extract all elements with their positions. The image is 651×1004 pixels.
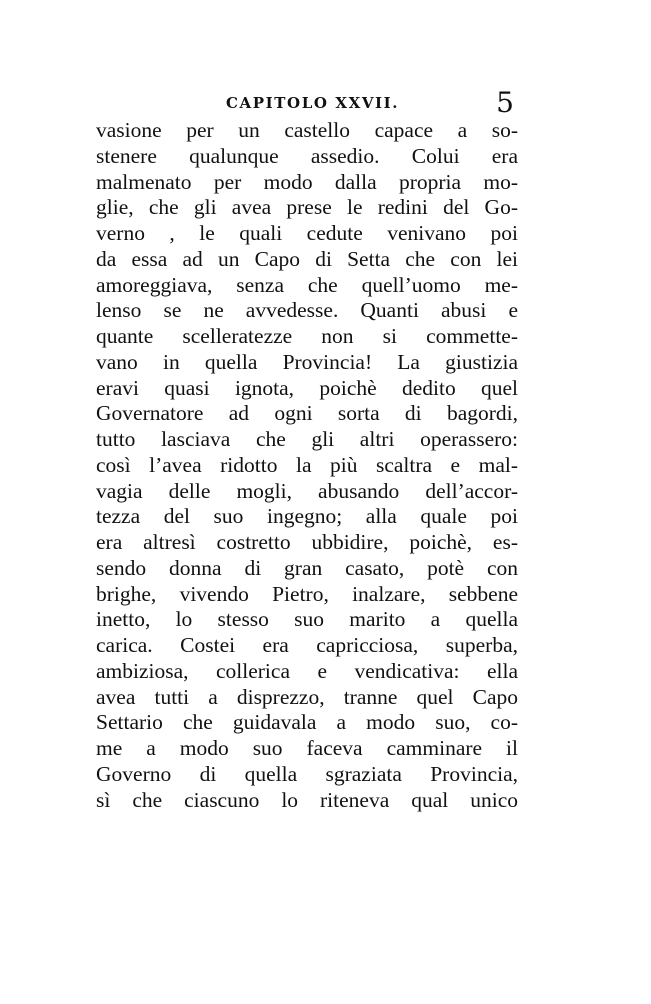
text-line: da essa ad un Capo di Setta che con lei bbox=[96, 246, 518, 271]
text-line: sì che ciascuno lo riteneva qual unico bbox=[96, 787, 518, 812]
page-number: 5 bbox=[496, 86, 514, 119]
text-line: eravi quasi ignota, poichè dedito quel bbox=[96, 375, 518, 400]
text-line: tutto lasciava che gli altri operassero: bbox=[96, 427, 518, 451]
text-line: verno , le quali cedute venivano poi bbox=[96, 221, 518, 245]
text-line: tezza del suo ingegno; alla quale poi bbox=[96, 504, 518, 529]
body-text bbox=[96, 118, 518, 813]
text-line: vagia delle mogli, abusando dell’accor- bbox=[96, 478, 518, 503]
chapter-title: CAPITOLO XXVII. bbox=[226, 94, 400, 112]
text-line: glie, che gli avea prese le redini del Go- bbox=[96, 195, 518, 220]
text-line: inetto, lo stesso suo marito a quella bbox=[96, 607, 518, 632]
text-line: carica. Costei era capricciosa, superba, bbox=[96, 633, 518, 657]
text-line: avea tutti a disprezzo, tranne quel Capo bbox=[96, 684, 518, 709]
running-head bbox=[96, 86, 518, 120]
text-line: vasione per un castello capace a so- bbox=[96, 118, 518, 142]
text-line: Governatore ad ogni sorta di bagordi, bbox=[96, 401, 518, 426]
text-line: me a modo suo faceva camminare il bbox=[96, 736, 518, 760]
text-line: amoreggiava, senza che quell’uomo me- bbox=[96, 272, 518, 297]
text-line: stenere qualunque assedio. Colui era bbox=[96, 143, 518, 168]
text-line: vano in quella Provincia! La giustizia bbox=[96, 349, 518, 374]
text-line: malmenato per modo dalla propria mo- bbox=[96, 169, 518, 194]
text-line: quante scelleratezze non si commette- bbox=[96, 324, 518, 348]
text-line: sendo donna di gran casato, potè con bbox=[96, 555, 518, 580]
text-line: era altresì costretto ubbidire, poichè, es- bbox=[96, 530, 518, 554]
text-line: Settario che guidavala a modo suo, co- bbox=[96, 710, 518, 735]
text-line: lenso se ne avvedesse. Quanti abusi e bbox=[96, 298, 518, 323]
text-line: Governo di quella sgraziata Provincia, bbox=[96, 761, 518, 786]
text-line: brighe, vivendo Pietro, inalzare, sebbene bbox=[96, 581, 518, 606]
text-line: ambiziosa, collerica e vendicativa: ella bbox=[96, 658, 518, 683]
text-line: così l’avea ridotto la più scaltra e mal- bbox=[96, 452, 518, 477]
